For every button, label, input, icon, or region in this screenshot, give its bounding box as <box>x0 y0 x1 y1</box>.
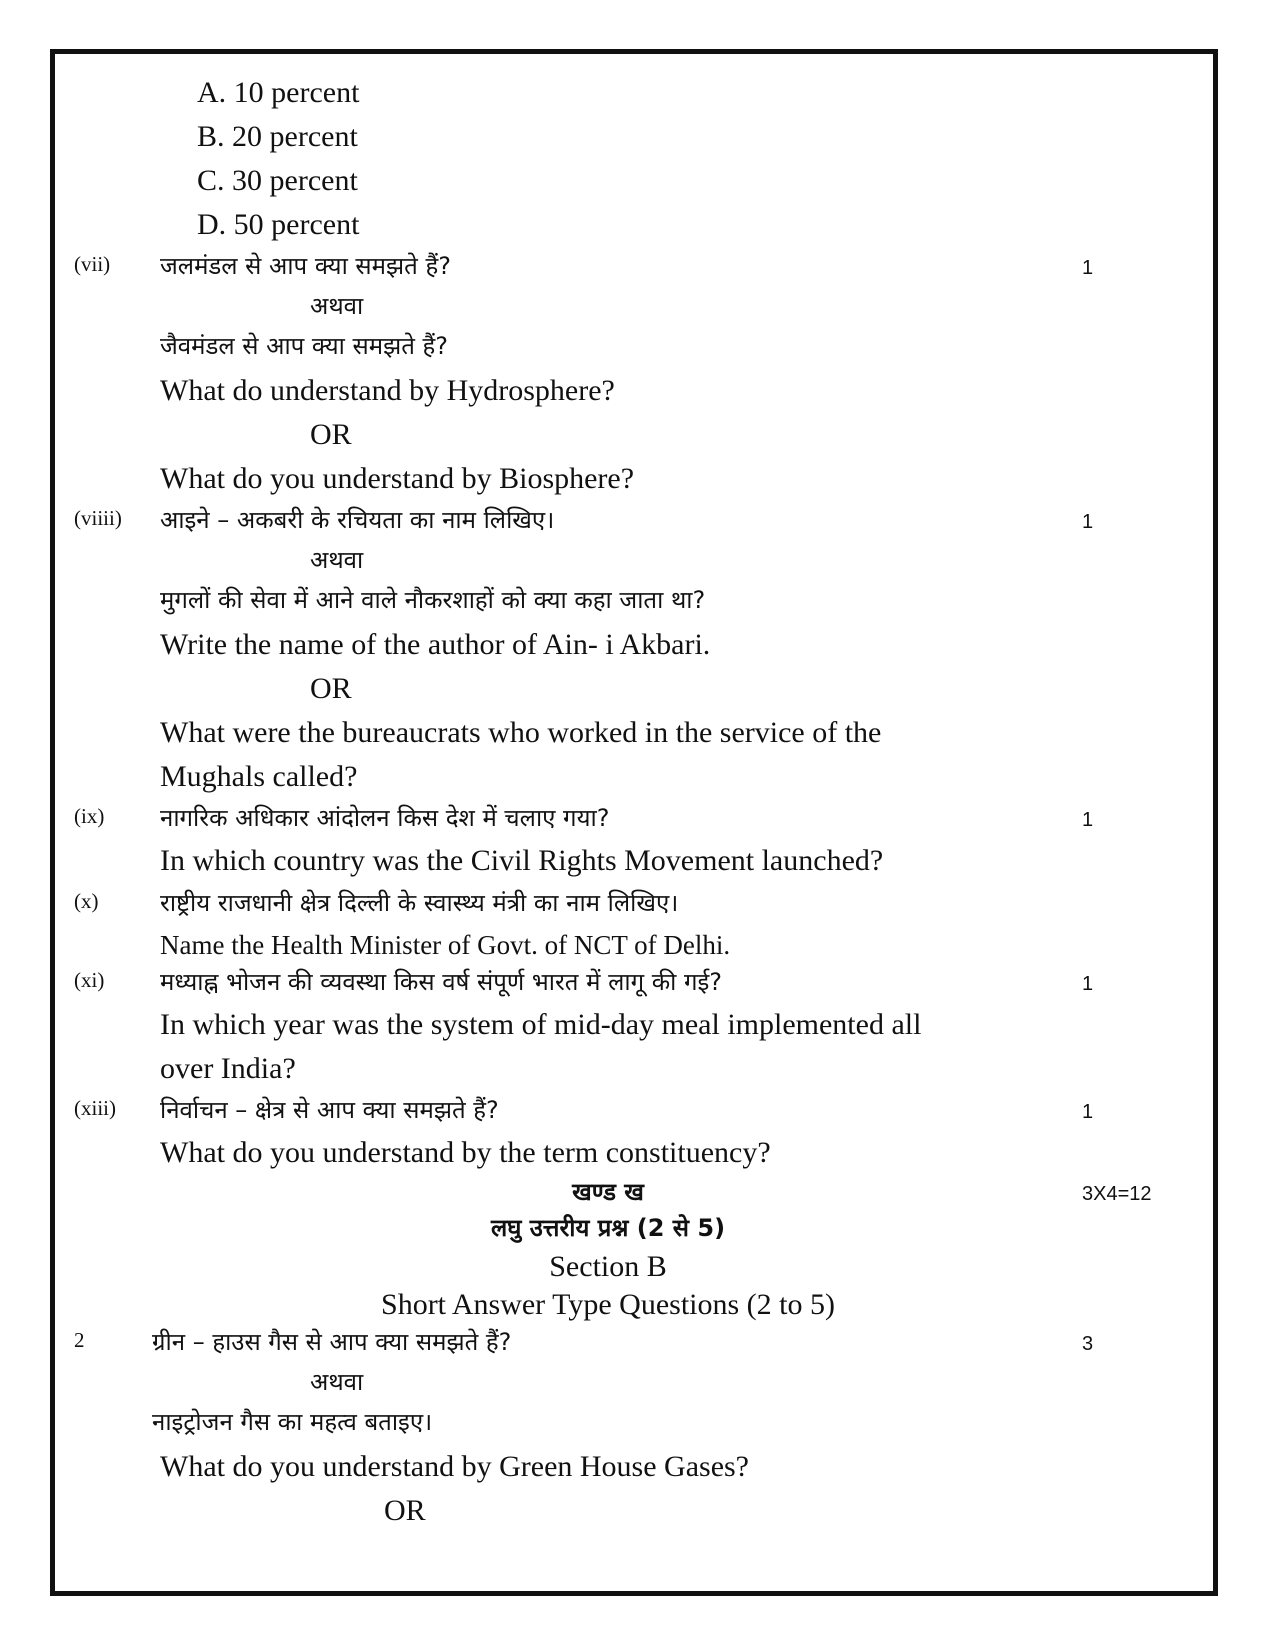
question-marks: 1 <box>1082 1101 1094 1123</box>
question-number: (ix) <box>74 804 105 828</box>
question-number: (xi) <box>74 968 105 992</box>
question-english: Name the Health Minister of Govt. of NCT of Delhi. <box>160 930 731 960</box>
question-marks: 1 <box>1082 511 1094 533</box>
option-a: A. 10 percent <box>197 76 360 109</box>
section-b-subtitle: Short Answer Type Questions (2 to 5) <box>381 1288 835 1321</box>
question-number: (vii) <box>74 252 111 276</box>
question-english-line2: over India? <box>160 1052 296 1085</box>
or-english: OR <box>384 1494 426 1527</box>
alternative-question-english-line2: Mughals called? <box>160 760 358 793</box>
question-english-line1: In which year was the system of mid-day meal implemented all <box>160 1008 922 1041</box>
question-marks: 1 <box>1082 973 1094 995</box>
or-hindi: अथवा <box>310 546 364 574</box>
section-b-marks: 3X4=12 <box>1082 1183 1152 1205</box>
question-hindi: आइने – अकबरी के रचियता का नाम लिखिए। <box>160 506 555 534</box>
section-b-title: Section B <box>549 1250 667 1283</box>
alternative-question-english: What do you understand by Biosphere? <box>160 462 635 495</box>
or-english: OR <box>310 672 352 705</box>
question-marks: 1 <box>1082 809 1094 831</box>
alternative-question-english-line1: What were the bureaucrats who worked in the service of the <box>160 716 882 749</box>
question-number: (viiii) <box>74 506 122 530</box>
question-marks: 1 <box>1082 257 1094 279</box>
alternative-question-hindi: जैवमंडल से आप क्या समझते हैं? <box>160 332 449 360</box>
or-hindi: अथवा <box>310 1368 364 1396</box>
section-b-hindi-subtitle: लघु उत्तरीय प्रश्न (2 से 5) <box>490 1214 726 1242</box>
question-number: 2 <box>74 1328 85 1352</box>
question-hindi: जलमंडल से आप क्या समझते हैं? <box>160 252 451 280</box>
section-b-hindi-title: खण्ड ख <box>572 1178 644 1206</box>
question-number: (x) <box>74 889 99 913</box>
question-english: What do understand by Hydrosphere? <box>160 374 615 407</box>
option-b: B. 20 percent <box>197 120 358 153</box>
or-english: OR <box>310 418 352 451</box>
question-hindi: नागरिक अधिकार आंदोलन किस देश में चलाए गया? <box>160 804 610 832</box>
question-english: Write the name of the author of Ain- i Akbari. <box>160 628 711 661</box>
question-english: What do you understand by the term constituency? <box>160 1136 771 1169</box>
question-hindi: मध्याह्न भोजन की व्यवस्था किस वर्ष संपूर्ण भारत में लागू की गई? <box>160 968 723 996</box>
question-hindi: निर्वाचन – क्षेत्र से आप क्या समझते हैं? <box>160 1096 499 1124</box>
or-hindi: अथवा <box>310 292 364 320</box>
question-hindi: ग्रीन – हाउस गैस से आप क्या समझते हैं? <box>152 1328 512 1356</box>
alternative-question-hindi: नाइट्रोजन गैस का महत्व बताइए। <box>152 1408 433 1436</box>
question-english: In which country was the Civil Rights Movement launched? <box>160 844 884 877</box>
alternative-question-hindi: मुगलों की सेवा में आने वाले नौकरशाहों को क्या कहा जाता था? <box>160 586 706 614</box>
question-marks: 3 <box>1082 1333 1094 1355</box>
option-c: C. 30 percent <box>197 164 358 197</box>
option-d: D. 50 percent <box>197 208 360 241</box>
question-number: (xiii) <box>74 1096 116 1120</box>
question-hindi: राष्ट्रीय राजधानी क्षेत्र दिल्ली के स्वास्थ्य मंत्री का नाम लिखिए। <box>160 889 679 917</box>
question-english: What do you understand by Green House Gases? <box>160 1450 749 1483</box>
